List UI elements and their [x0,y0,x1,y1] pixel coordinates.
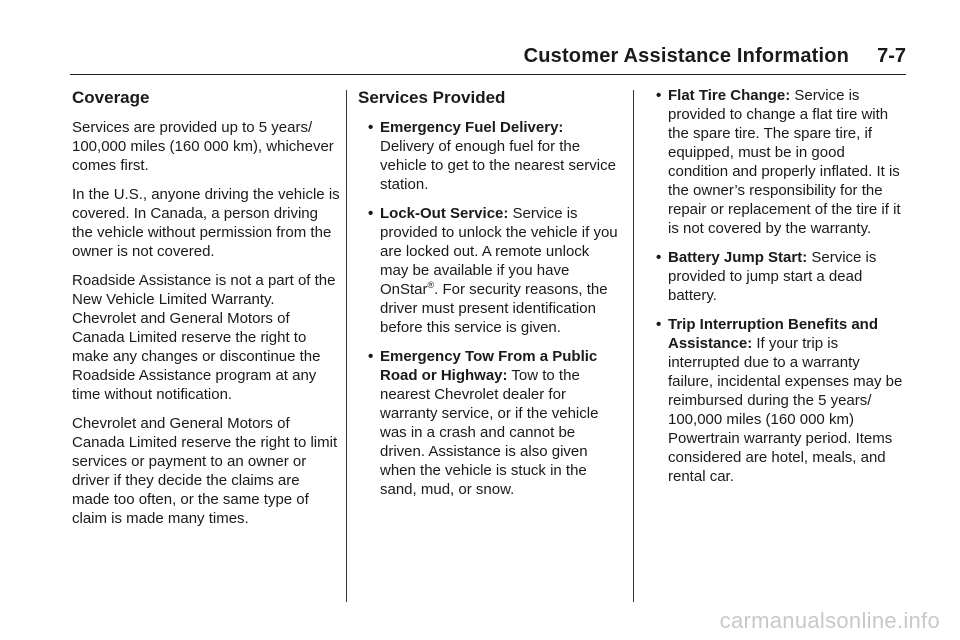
services-column-continued [646,86,908,496]
service-term: Emergency Tow From a Public Road or Highway: [380,348,598,384]
service-description: Tow to the nearest Chevrolet dealer for warranty service, or if the vehicle was in a crash and cannot be driven. Assistance is also given when the vehicle is stuck in the sand, mud, or snow. [380,367,599,498]
bullet-icon: • [368,205,374,222]
service-item-trip-interruption [646,315,908,486]
service-item-flat-tire [646,86,908,238]
coverage-paragraph: In the U.S., anyone driving the vehicle is covered. In Canada, a person driving the vehicle without permission from the owner is not covered. [72,186,340,260]
service-item-lock-out [358,204,620,337]
bullet-icon: • [656,316,662,333]
coverage-heading: Coverage [72,88,150,107]
service-item-battery-jump [646,248,908,305]
coverage-paragraph: Chevrolet and General Motors of Canada Limited reserve the right to limit services or payment to an owner or driver if they decide the claims are made too often, or the same type of claim is made many times. [72,415,338,527]
service-description: Service is provided to change a flat tire with the spare tire. The spare tire, if equipped, must be in good condition and properly inflated. It is the owner’s responsibility for the repair or replacement of the tire if it is not covered by the warranty. [668,87,901,237]
services-list [358,118,620,499]
bullet-icon: • [368,348,374,365]
column-divider [633,90,634,602]
bullet-icon: • [656,87,662,104]
service-term: Trip Interruption Benefits and Assistance: [668,316,879,352]
service-item-emergency-tow [358,347,620,499]
services-list [646,86,908,486]
coverage-paragraph: Roadside Assistance is not a part of the New Vehicle Limited Warranty. Chevrolet and General Motors of Canada Limited reserve the right to make any changes or discontinue the Roadside Assistance program at any time without notification. [72,272,336,403]
services-heading: Services Provided [358,88,506,107]
bullet-icon: • [368,119,374,136]
page-number: 7-7 [877,45,906,67]
page-header [70,34,906,75]
registered-mark: ® [427,280,435,290]
coverage-column [72,86,340,538]
service-description: Service is provided to unlock the vehicle if you are locked out. A remote unlock may be available if you have OnStar [380,205,618,298]
service-term: Flat Tire Change: [668,87,791,104]
service-term: Lock-Out Service: [380,205,509,222]
service-term: Battery Jump Start: [668,249,808,266]
service-description: Delivery of enough fuel for the vehicle to get to the nearest service station. [380,138,616,193]
service-item-fuel-delivery [358,118,620,194]
service-description-cont: . For security reasons, the driver must present identification before this service is given. [380,281,608,336]
bullet-icon: • [656,249,662,266]
watermark: carmanualsonline.info [719,608,940,633]
services-column [358,86,620,509]
page-title: Customer Assistance Information [523,45,850,67]
column-divider [346,90,347,602]
service-description: If your trip is interrupted due to a warranty failure, incidental expenses may be reimbursed during the 5 years/ 100,000 miles (160 000 km) Powertrain warranty period. Items considered are hotel, meals, and rental car. [668,335,903,485]
service-term: Emergency Fuel Delivery: [380,119,564,136]
service-description: Service is provided to jump start a dead battery. [668,249,877,304]
coverage-paragraph: Services are provided up to 5 years/ 100,000 miles (160 000 km), whichever comes first. [72,119,334,174]
